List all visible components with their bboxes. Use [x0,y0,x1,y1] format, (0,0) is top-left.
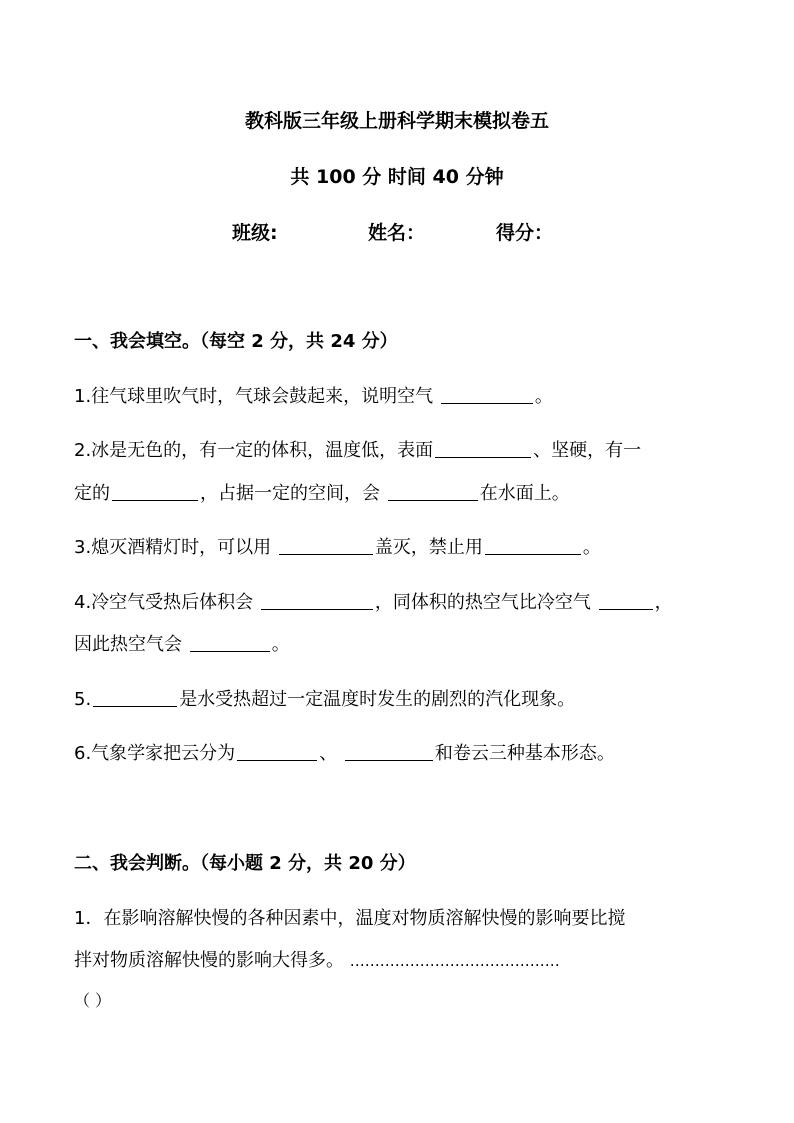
question-text: 是水受热超过一定温度时发生的剧烈的汽化现象。 [179,689,576,710]
question-text: 4.冷空气受热后体积会 [74,592,254,613]
class-label: 班级: [232,222,278,244]
leader-dots: …………………………………… [349,952,560,970]
score-label: 得分： [496,222,554,244]
question-text: 在水面上。 [479,483,570,504]
question-1-4-line1 [74,588,673,614]
question-1-2-line2 [74,479,570,505]
question-1-4-line2 [74,630,290,656]
question-1-3 [74,533,601,559]
question-text: ， [654,592,673,613]
question-text: 、坚硬，有一 [533,440,642,461]
question-1-1 [74,382,553,408]
answer-blank[interactable] [345,759,433,761]
question-text: 。 [271,634,290,655]
question-text: 定的 [74,483,110,504]
answer-blank[interactable] [261,608,373,610]
question-text: 和卷云三种基本形态。 [434,743,615,764]
question-text: 1.往气球里吹气时，气球会鼓起来，说明空气 [74,386,434,407]
question-text: 3.熄灭酒精灯时，可以用 [74,537,272,558]
answer-blank[interactable] [435,456,531,458]
question-2-1-line2 [74,946,560,972]
question-text: 5. [74,689,92,710]
page-title: 教科版三年级上册科学期末模拟卷五 [244,110,549,132]
question-text: 。 [582,537,601,558]
question-text: ，同体积的热空气比冷空气 [374,592,591,613]
section2-heading: 二、我会判断。（每小题 2 分，共 20 分） [74,853,416,874]
question-text: 盖灭，禁止用 [374,537,483,558]
question-text: 拌对物质溶解快慢的影响大得多。 [74,950,344,971]
question-1-2-line1 [74,436,641,462]
answer-blank[interactable] [190,650,270,652]
question-text: ，占据一定的空间，会 [200,483,380,504]
answer-blank[interactable] [485,553,581,555]
section1-heading: 一、我会填空。（每空 2 分，共 24 分） [74,331,398,352]
question-text: 。 [534,386,553,407]
question-text: 2.冰是无色的，有一定的体积，温度低，表面 [74,440,434,461]
page-subtitle: 共 100 分 时间 40 分钟 [290,166,504,188]
answer-blank[interactable] [93,705,177,707]
answer-blank[interactable] [237,759,317,761]
question-text: 因此热空气会 [74,634,182,655]
answer-blank[interactable] [441,402,533,404]
answer-blank[interactable] [112,499,198,501]
answer-paren[interactable]: （ ） [74,991,112,1010]
question-1-5 [74,685,575,711]
answer-blank[interactable] [279,553,373,555]
answer-blank[interactable] [388,499,478,501]
name-label: 姓名： [368,222,426,244]
question-2-1-line1: 1．在影响溶解快慢的各种因素中，温度对物质溶解快慢的影响要比搅 [74,908,626,929]
question-text: 、 [319,743,338,764]
question-text: 6.气象学家把云分为 [74,743,236,764]
question-1-6 [74,739,615,765]
answer-blank[interactable] [599,608,653,610]
